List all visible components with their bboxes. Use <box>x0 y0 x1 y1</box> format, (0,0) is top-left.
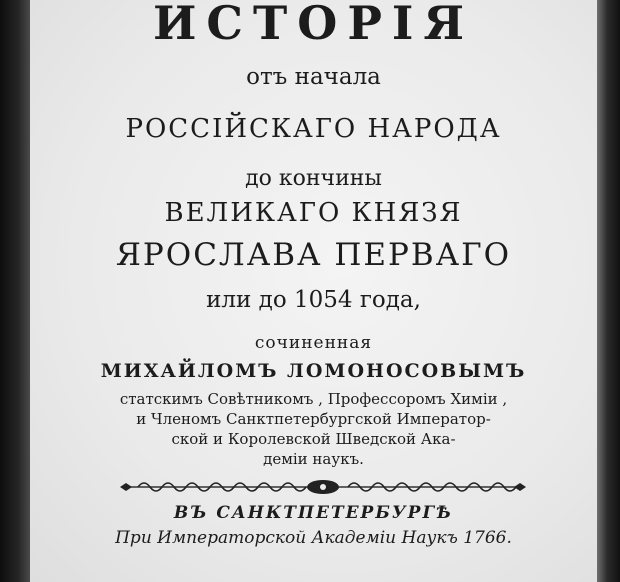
ornament-divider-icon <box>118 476 528 498</box>
imprint-press: При Императорской Академіи Наукъ 1766. <box>115 528 512 548</box>
author-name: МИХАЙЛОМЪ ЛОМОНОСОВЫМЪ <box>100 360 527 382</box>
scan-shadow-left <box>0 0 30 582</box>
credentials-line: и Членомъ Санктпетербургской Император- <box>136 410 491 428</box>
subtitle-line: отъ начала <box>246 64 381 90</box>
scan-shadow-right <box>597 0 620 582</box>
book-title: ИСТОРІЯ <box>152 0 475 50</box>
composed-line: сочиненная <box>254 333 373 353</box>
grand-prince-line: ВЕЛИКАГО КНЯЗЯ <box>164 198 463 228</box>
year-line: или до 1054 года, <box>206 287 421 313</box>
credentials-line: статскимъ Совѣтникомъ , Профессоромъ Химіи , <box>119 390 508 408</box>
credentials-line: деміи наукъ. <box>263 450 364 468</box>
yaroslav-line: ЯРОСЛАВА ПЕРВАГО <box>115 237 512 273</box>
until-line: до кончины <box>245 166 382 191</box>
imprint-city: ВЪ САНКТПЕТЕРБУРГѢ <box>173 503 454 523</box>
title-page <box>30 0 597 582</box>
credentials-line: ской и Королевской Шведской Ака- <box>171 430 456 448</box>
people-line: РОССІЙСКАГО НАРОДА <box>125 114 502 144</box>
